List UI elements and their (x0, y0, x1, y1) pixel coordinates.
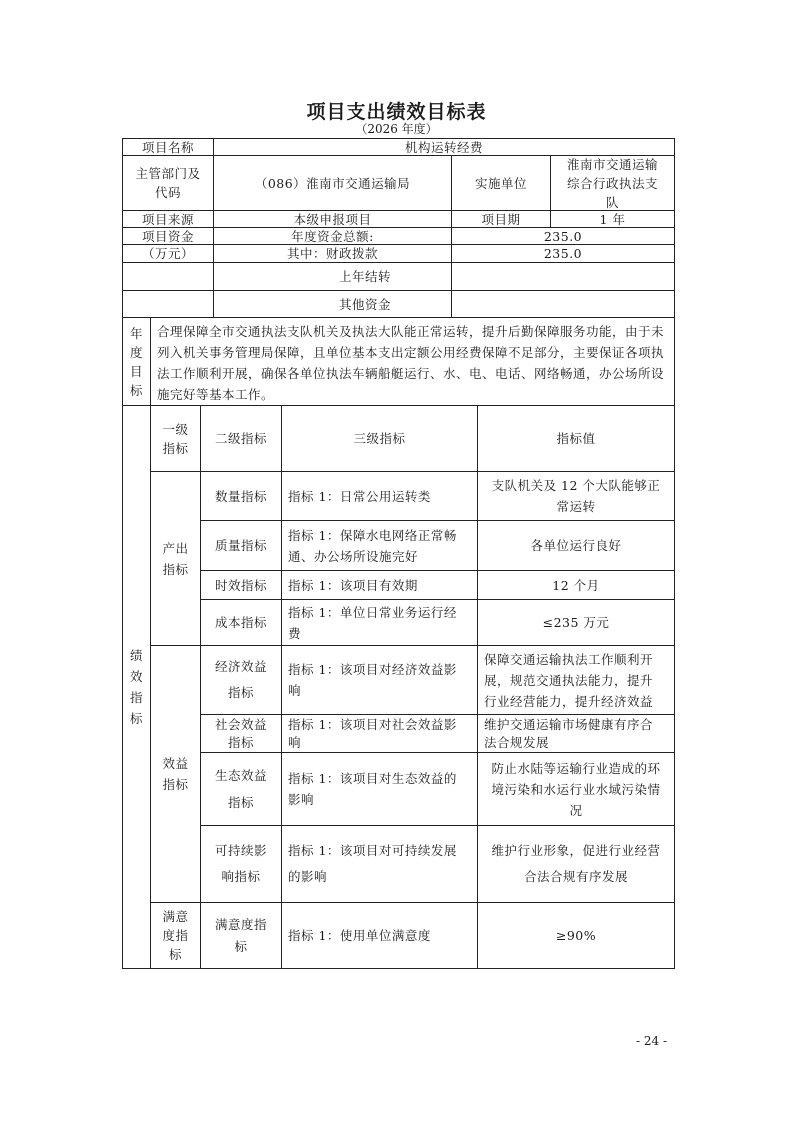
funds-fiscal-label: 其中：财政拨款 (213, 244, 452, 263)
value-timeliness: 12 个月 (477, 570, 675, 600)
dept-label: 主管部门及 代码 (122, 155, 214, 211)
annual-goal-label: 年 度 目 标 (122, 317, 151, 406)
value-cost: ≤235 万元 (477, 599, 675, 646)
funds-total-label: 年度资金总额: (213, 227, 452, 245)
period-value: 1 年 (550, 210, 675, 228)
value-quality: 各单位运行良好 (477, 520, 675, 571)
level2-sustainable: 可持续影 响指标 (200, 825, 282, 903)
source-label: 项目来源 (122, 210, 214, 228)
project-name-label: 项目名称 (122, 138, 214, 156)
value-sustainable: 维护行业形象，促进行业经营 合法合规有序发展 (477, 825, 675, 903)
dept-value: （086）淮南市交通运输局 (213, 155, 452, 211)
level2-quantity: 数量指标 (200, 471, 282, 521)
funds-blank-2 (122, 290, 214, 318)
annual-goal-text: 合理保障全市交通执法支队机关及执法大队能正常运转，提升后勤保障服务功能，由于未列入机关事务管理局保障，且单位基本支出定额公用经费保障不足部分，主要保证各项执法工作顺利开展，确保各单位执法车辆船艇运行、水、电、电话、网络畅通，办公场所设施完好等基本工作。 (150, 317, 675, 406)
level2-ecological: 生态效益 指标 (200, 752, 282, 826)
value-economic: 保障交通运输执法工作顺利开 展，规范交通执法能力，提升 行业经营能力，提升经济效益 (477, 645, 675, 715)
level3-quantity: 指标 1：日常公用运转类 (281, 471, 478, 521)
level2-timeliness: 时效指标 (200, 570, 282, 600)
indicators-section-label: 绩 效 指 标 (122, 405, 151, 969)
performance-table (122, 138, 675, 969)
year-subtitle: （2026 年度） (355, 122, 438, 136)
level2-economic: 经济效益 指标 (200, 645, 282, 715)
funds-total-value: 235.0 (451, 227, 675, 245)
source-value: 本级申报项目 (213, 210, 452, 228)
impl-unit-value: 淮南市交通运输 综合行政执法支 队 (550, 155, 675, 211)
level2-social: 社会效益 指标 (200, 714, 282, 753)
funds-fiscal-value: 235.0 (451, 244, 675, 263)
impl-unit-label: 实施单位 (451, 155, 551, 211)
value-satisfaction: ≥90% (477, 902, 675, 969)
col-value-header: 指标值 (477, 405, 675, 472)
level3-satisfaction: 指标 1：使用单位满意度 (281, 902, 478, 969)
satisfaction-indicator-label: 满意 度指 标 (150, 902, 201, 969)
col-level1-header: 一级 指标 (150, 405, 201, 472)
funds-blank-1 (122, 262, 214, 291)
value-social: 维护交通运输市场健康有序合 法合规发展 (477, 714, 675, 753)
carryover-label: 上年结转 (213, 262, 452, 291)
value-ecological: 防止水陆等运输行业造成的环 境污染和水运行业水域污染情 况 (477, 752, 675, 826)
carryover-value (451, 262, 675, 291)
other-funds-label: 其他资金 (213, 290, 452, 318)
funds-label-1: 项目资金 (122, 227, 214, 245)
value-quantity: 支队机关及 12 个大队能够正 常运转 (477, 471, 675, 521)
level3-cost: 指标 1：单位日常业务运行经 费 (281, 599, 478, 646)
period-label: 项目期 (451, 210, 551, 228)
funds-label-2: （万元） (122, 244, 214, 263)
level3-timeliness: 指标 1：该项目有效期 (281, 570, 478, 600)
page-title: 项目支出绩效目标表 (306, 101, 487, 123)
level3-quality: 指标 1：保障水电网络正常畅 通、办公场所设施完好 (281, 520, 478, 571)
col-level2-header: 二级指标 (200, 405, 282, 472)
output-indicator-label: 产出 指标 (150, 471, 201, 646)
level3-ecological: 指标 1：该项目对生态效益的 影响 (281, 752, 478, 826)
other-funds-value (451, 290, 675, 318)
level3-social: 指标 1：该项目对社会效益影 响 (281, 714, 478, 753)
level2-satisfaction: 满意度指 标 (200, 902, 282, 969)
level3-economic: 指标 1：该项目对经济效益影 响 (281, 645, 478, 715)
project-name-value: 机构运转经费 (213, 138, 675, 156)
level3-sustainable: 指标 1：该项目对可持续发展 的影响 (281, 825, 478, 903)
level2-cost: 成本指标 (200, 599, 282, 646)
col-level3-header: 三级指标 (281, 405, 478, 472)
benefit-indicator-label: 效益 指标 (150, 645, 201, 903)
page-number: - 24 - (636, 1034, 668, 1048)
level2-quality: 质量指标 (200, 520, 282, 571)
